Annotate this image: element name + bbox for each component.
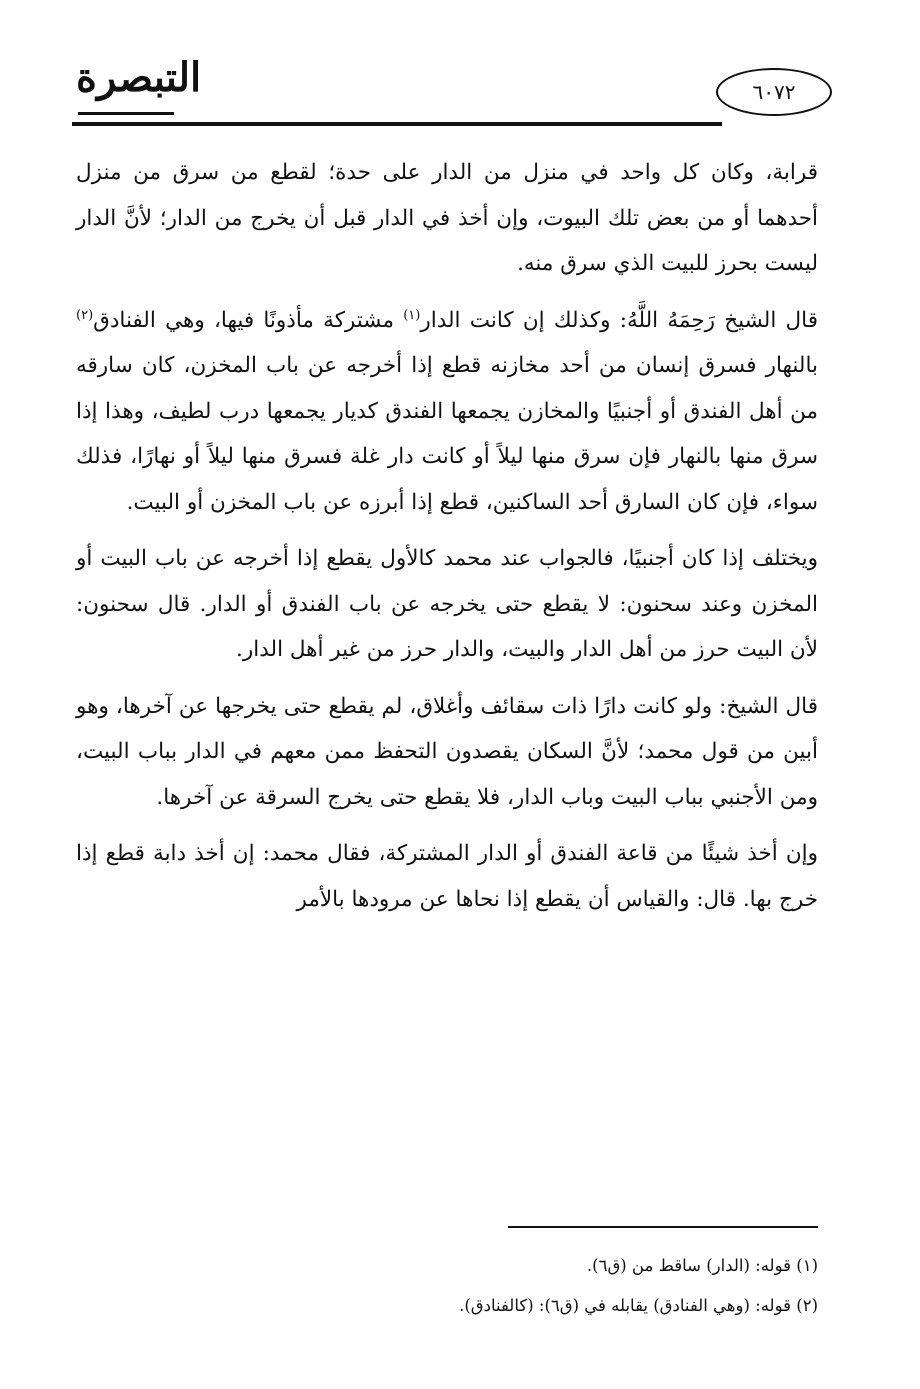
footnote-ref-1: (١) <box>403 307 421 323</box>
footnote-ref-2: (٢) <box>76 307 94 323</box>
paragraph-1: قرابة، وكان كل واحد في منزل من الدار على حدة؛ لقطع من سرق من منزل أحدهما أو من بعض تلك البيوت، وإن أخذ في الدار قبل أن يخرج من الدار؛ لأنَّ الدار ليست بحرز للبيت الذي سرق منه. <box>76 160 818 276</box>
paragraph-2-part-b: مشتركة مأذونًا فيها، وهي الفنادق <box>93 307 404 333</box>
page-number-badge <box>716 68 832 116</box>
footnotes <box>120 1246 818 1326</box>
page-number: ٦٠٧٢ <box>752 80 796 104</box>
paragraph-2-part-a: قال الشيخ رَحِمَهُ اللَّهُ: وكذلك إن كانت الدار <box>420 307 818 333</box>
header-rule <box>72 122 722 126</box>
footnote-2: (٢) قوله: (وهي الفنادق) يقابله في (ق٦): (كالفنادق). <box>459 1296 818 1315</box>
paragraph-2 <box>76 298 818 526</box>
footnote-1: (١) قوله: (الدار) ساقط من (ق٦). <box>586 1256 818 1275</box>
paragraph-4: قال الشيخ: ولو كانت دارًا ذات سقائف وأغلاق، لم يقطع حتى يخرجها عن آخرها، وهو أبين من قول محمد؛ لأنَّ السكان يقصدون التحفظ ممن معهم في الدار بباب البيت، ومن الأجنبي بباب البيت وباب الدار، فلا يقطع حتى يخرج السرقة عن آخرها. <box>76 693 818 810</box>
paragraph-2-part-c: بالنهار فسرق إنسان من أحد مخازنه قطع إذا أخرجه عن باب المخزن، كان سارقه من أهل الفندق أو أجنبيًا والمخازن يجمعها الفندق كديار يجمعها درب لطيف، وهذا إذا سرق منها بالنهار فإن سرق منها ليلاً أو كانت دار غلة فسرق منها ليلاً أو نهارًا، فذلك سواء، فإن كان السارق أحد الساكنين، قطع إذا أبرزه عن باب المخزن أو البيت. <box>76 353 818 515</box>
paragraph-5: وإن أخذ شيئًا من قاعة الفندق أو الدار المشتركة، فقال محمد: إن أخذ دابة قطع إذا خرج بها. قال: والقياس أن يقطع إذا نحاها عن مرودها بالأمر <box>76 841 818 912</box>
title-underline <box>78 112 174 115</box>
footnote-separator <box>508 1226 818 1228</box>
main-text <box>76 150 818 933</box>
book-title: التبصرة <box>76 54 202 101</box>
page-header <box>72 50 832 130</box>
paragraph-3: ويختلف إذا كان أجنبيًا، فالجواب عند محمد كالأول يقطع إذا أخرجه عن باب البيت أو المخزن وعند سحنون: لا يقطع حتى يخرجه عن باب الفندق أو الدار. قال سحنون: لأن البيت حرز من أهل الدار والبيت، والدار حرز من غير أهل الدار. <box>76 546 818 662</box>
